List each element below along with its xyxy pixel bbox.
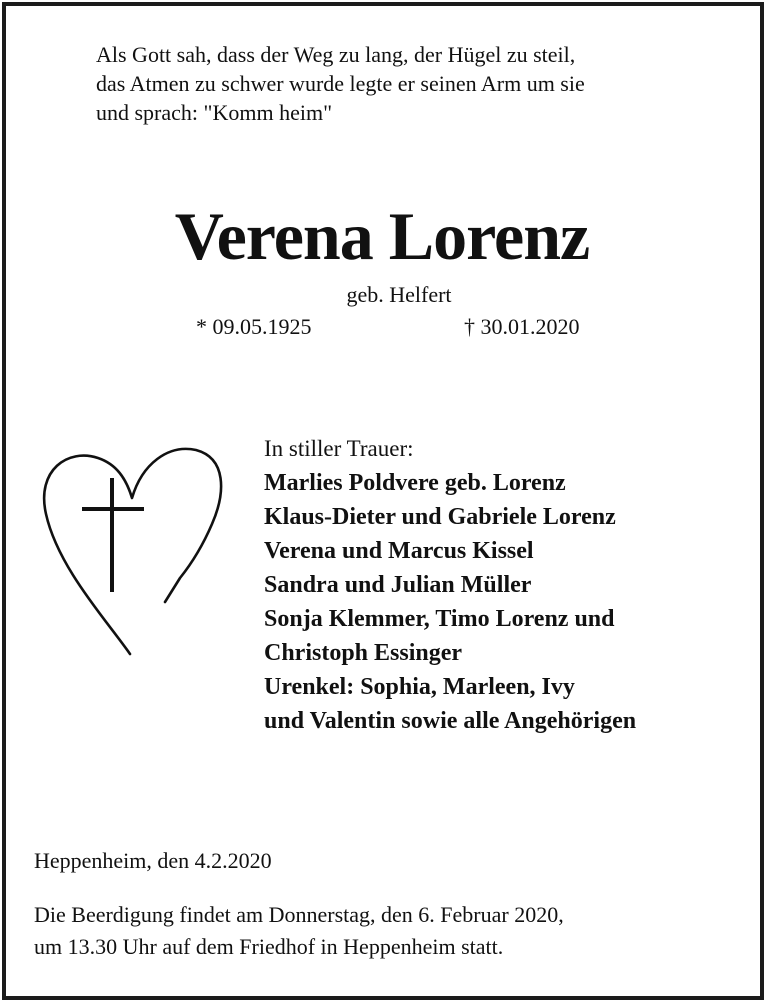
poem-line: Als Gott sah, dass der Weg zu lang, der Hügel zu steil, [96,42,576,67]
funeral-line: Die Beerdigung findet am Donnerstag, den 6. Februar 2020, [34,902,564,927]
mourners-list [264,432,744,738]
poem-line: und sprach: "Komm heim" [96,100,333,125]
death-date: † 30.01.2020 [464,314,580,339]
mourner-line: Urenkel: Sophia, Marleen, Ivy [264,674,575,700]
place-and-date: Heppenheim, den 4.2.2020 [34,848,272,873]
mourner-line: Klaus-Dieter und Gabriele Lorenz [264,504,616,530]
mourner-line: Marlies Poldvere geb. Lorenz [264,470,566,496]
birth-date: * 09.05.1925 [196,314,312,339]
mourner-line: und Valentin sowie alle Angehörigen [264,708,637,734]
mourner-line: Christoph Essinger [264,640,463,666]
heart-outline [44,449,221,654]
poem [96,40,716,127]
mourners-intro: In stiller Trauer: [264,436,414,461]
maiden-name: geb. Helfert [346,282,452,307]
poem-line: das Atmen zu schwer wurde legte er seinen Arm um sie [96,71,585,96]
mourner-line: Sonja Klemmer, Timo Lorenz und [264,606,615,632]
funeral-line: um 13.30 Uhr auf dem Friedhof in Heppenheim statt. [34,934,504,959]
funeral-info [34,899,734,963]
heart-with-cross-icon [30,440,226,660]
mourner-line: Verena und Marcus Kissel [264,538,534,564]
deceased-name: Verena Lorenz [174,198,590,274]
mourner-line: Sandra und Julian Müller [264,572,532,598]
